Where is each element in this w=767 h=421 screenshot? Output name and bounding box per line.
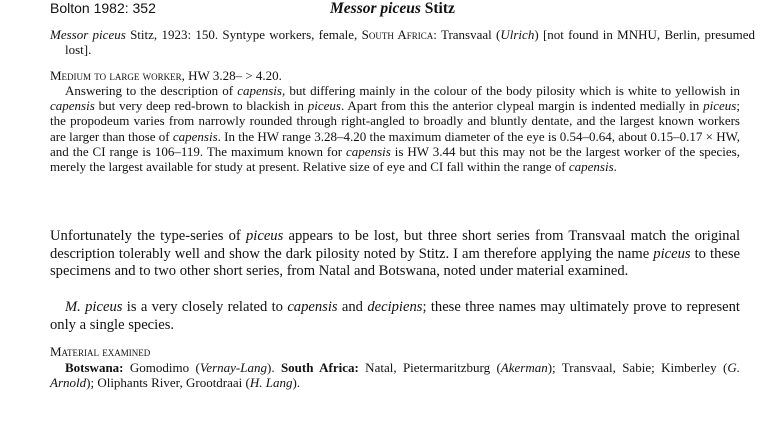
description-text: is HW 3.44 but this may not be the largest worker of the species, merely the largest available for study at present. Relative size of eye and CI fall within the range of <box>50 143 740 175</box>
collector-name: Akerman <box>500 360 548 375</box>
worker-heading-range: , HW 3.28– > 4.20. <box>181 68 282 83</box>
discussion-paragraph-2 <box>50 299 740 334</box>
genus-name: Messor <box>330 0 377 17</box>
material-text: Natal, Pietermaritzburg ( <box>358 360 501 375</box>
taxon-name: capensis <box>568 159 614 175</box>
citation-header: Bolton 1982: 352 <box>50 0 156 16</box>
description-text: . Apart from this the anterior clypeal margin is indented medially in <box>340 98 704 114</box>
description-text: but very deep red-brown to blackish in <box>94 98 308 114</box>
discussion-text: and <box>337 299 368 315</box>
synonymy-taxon: Messor piceus <box>50 27 126 42</box>
taxon-name: capensis <box>172 128 218 144</box>
species-author: Stitz <box>424 0 455 17</box>
discussion-text: Unfortunately the type-series of <box>50 228 246 244</box>
synonymy-text: : Transvaal ( <box>433 27 501 42</box>
species-title <box>330 0 455 18</box>
synonymy-country: South Africa <box>361 27 434 42</box>
material-text: ); Oliphants River, Grootdraai ( <box>86 375 250 391</box>
country-name: South Africa: <box>280 360 359 375</box>
description-text: . <box>613 159 617 175</box>
taxon-name: piceus <box>246 228 284 244</box>
discussion-text: to these specimens and to two other short series, from Natal and Botswana, noted under material examined. <box>50 245 741 279</box>
taxon-name: capensis <box>346 143 391 159</box>
taxon-name: piceus <box>307 98 341 114</box>
taxon-name: capensis <box>237 83 282 98</box>
collector-name: G. Arnold <box>50 360 740 391</box>
taxon-name: piceus <box>703 98 737 114</box>
discussion-text: is a very closely related to <box>122 299 288 315</box>
material-heading: Material examined <box>50 344 151 359</box>
collector-name: H. Lang <box>249 375 293 391</box>
description-text: , but differing mainly in the colour of the body pilosity which is white to yellowish in <box>281 83 741 98</box>
description-text: . In the HW range 3.28–4.20 the maximum diameter of the eye is 0.54–0.64, about 0.15–0.17 × HW, and the CI range is 106–119. The maximum known for <box>50 128 740 159</box>
worker-heading-label: Medium to large worker <box>50 68 182 83</box>
taxon-name: decipiens <box>367 299 423 315</box>
material-list <box>50 360 740 390</box>
material-text: Gomodimo ( <box>123 360 200 375</box>
taxon-name: capensis <box>287 299 338 315</box>
discussion-paragraph-1 <box>50 228 740 281</box>
discussion-text: ; these three names may ultimately prove to represent only a single species. <box>50 299 740 333</box>
discussion-text: appears to be lost, but three short series from Transvaal match the original description tolerably well and show the dark pilosity noted by Stitz. I am therefore applying the name <box>50 228 740 262</box>
synonymy-entry <box>50 27 755 57</box>
description-text: ; the propodeum varies from narrowly rounded through right-angled to broadly and bluntly dentate, and the largest known workers are larger than those of <box>50 98 740 144</box>
material-text: ); Transvaal, Sabie; Kimberley ( <box>547 360 728 375</box>
material-text: ). <box>266 360 281 375</box>
worker-heading <box>50 68 740 83</box>
worker-description <box>50 83 740 174</box>
collector-name: Vernay-Lang <box>199 360 267 375</box>
species-name: piceus <box>380 0 421 17</box>
country-name: Botswana: <box>65 360 124 375</box>
synonymy-text: Stitz, 1923: 150. Syntype workers, female, <box>125 27 362 42</box>
synonymy-collector: Ulrich <box>500 27 535 42</box>
material-text: ). <box>292 375 301 391</box>
description-text: Answering to the description of <box>65 83 238 98</box>
taxon-name: capensis <box>50 98 95 114</box>
taxon-name: M. piceus <box>65 299 123 315</box>
synonymy-text: ) [not found in MNHU, Berlin, presumed lost]. <box>65 27 756 58</box>
taxon-name: piceus <box>653 245 691 262</box>
